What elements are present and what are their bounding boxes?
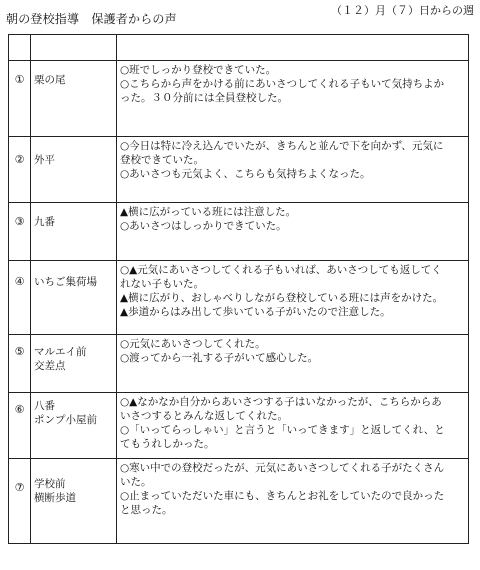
table-row	[9, 261, 469, 335]
comment-text	[117, 335, 468, 365]
comment-text	[117, 459, 468, 517]
location-name: 九番	[34, 216, 55, 228]
comment-text	[117, 61, 468, 105]
comment-cell	[117, 137, 469, 203]
row-number-cell	[9, 61, 31, 137]
comment-line: ○止まっていただいた車にも、きちんとお礼をしていたので良かった	[120, 490, 445, 502]
row-number-cell	[9, 393, 31, 459]
comment-cell	[117, 261, 469, 335]
table-row	[9, 137, 469, 203]
row-number: ③	[14, 215, 25, 228]
table-row	[9, 61, 469, 137]
location-name: 学校前 横断歩道	[34, 478, 76, 504]
comment-text	[117, 137, 468, 181]
comment-line: ○あいさつも元気よく、こちらも気持ちよくなった。	[120, 168, 371, 180]
comment-cell	[117, 459, 469, 544]
comment-line: ○▲なかなか自分からあいさつする子はいなかったが、こちらからあ	[120, 396, 442, 408]
table-row	[9, 459, 469, 544]
comment-line: れない子もいた。	[120, 278, 204, 290]
row-number-cell	[9, 203, 31, 261]
table-row	[9, 203, 469, 261]
comment-line: てもうれしかった。	[120, 438, 215, 450]
location-cell	[31, 137, 117, 203]
comment-text	[117, 203, 468, 233]
comment-cell	[117, 335, 469, 393]
row-number-cell	[9, 335, 31, 393]
location-cell	[31, 35, 117, 61]
row-number: ⑤	[14, 345, 25, 358]
comment-text	[117, 393, 468, 451]
comment-line: った。３０分前には全員登校した。	[120, 92, 288, 104]
table-row	[9, 35, 469, 61]
comment-cell	[117, 203, 469, 261]
location-name: いちご集荷場	[34, 276, 97, 288]
comment-text	[117, 35, 468, 37]
comment-line: ○▲元気にあいさつしてくれる子もいれば、あいさつしても返してく	[120, 264, 442, 276]
comment-line: と思った。	[120, 504, 173, 516]
location-name: マルエイ前 交差点	[34, 346, 87, 372]
table-row	[9, 335, 469, 393]
row-number: ①	[14, 73, 25, 86]
comment-line: いた。	[120, 476, 152, 488]
row-number-cell	[9, 459, 31, 544]
comment-line: 登校できていた。	[120, 154, 204, 166]
row-number-cell	[9, 137, 31, 203]
table-row	[9, 393, 469, 459]
comment-line: ▲横に広がり、おしゃべりしながら登校している班には声をかけた。	[120, 292, 444, 304]
week-label: （１２）月（７）日からの週	[331, 4, 474, 17]
location-cell	[31, 61, 117, 137]
location-cell	[31, 335, 117, 393]
comment-line: ○あいさつはしっかりできていた。	[120, 220, 287, 232]
comment-text	[117, 261, 468, 319]
comment-cell	[117, 61, 469, 137]
comment-line: ○「いってらっしゃい」と言うと「いってきます」と返してくれ、と	[120, 424, 445, 436]
comment-line: いさつするとみんな返してくれた。	[120, 410, 288, 422]
comment-line: ▲横に広がっている班には注意した。	[120, 206, 297, 218]
location-name: 八番 ポンプ小屋前	[34, 400, 97, 426]
location-name: 栗の尾	[34, 74, 66, 86]
row-number: ②	[14, 153, 25, 166]
comment-line: ○班でしっかり登校できていた。	[120, 64, 277, 76]
comment-line: ○こちらから声をかける前にあいさつしてくれる子もいて気持ちよか	[120, 78, 445, 90]
location-name: 外平	[34, 154, 55, 166]
location-cell	[31, 261, 117, 335]
row-number: ⑦	[14, 481, 25, 494]
row-number-cell	[9, 35, 31, 61]
comment-line: ○元気にあいさつしてくれた。	[120, 338, 266, 350]
row-number-cell	[9, 261, 31, 335]
comment-cell	[117, 393, 469, 459]
location-cell	[31, 459, 117, 544]
comment-line: ○渡ってから一礼する子がいて感心した。	[120, 352, 319, 364]
comment-line: ▲歩道からはみ出して歩いている子がいたので注意した。	[120, 306, 391, 318]
location-cell	[31, 393, 117, 459]
row-number: ⑥	[14, 403, 25, 416]
location-cell	[31, 203, 117, 261]
row-number: ④	[14, 275, 25, 288]
comment-cell	[117, 35, 469, 61]
feedback-table	[8, 34, 469, 544]
document-title: 朝の登校指導 保護者からの声	[6, 12, 177, 26]
comment-line: ○今日は特に冷え込んでいたが、きちんと並んで下を向かず、元気に	[120, 140, 444, 152]
comment-line: ○寒い中での登校だったが、元気にあいさつしてくれる子がたくさん	[120, 462, 445, 474]
